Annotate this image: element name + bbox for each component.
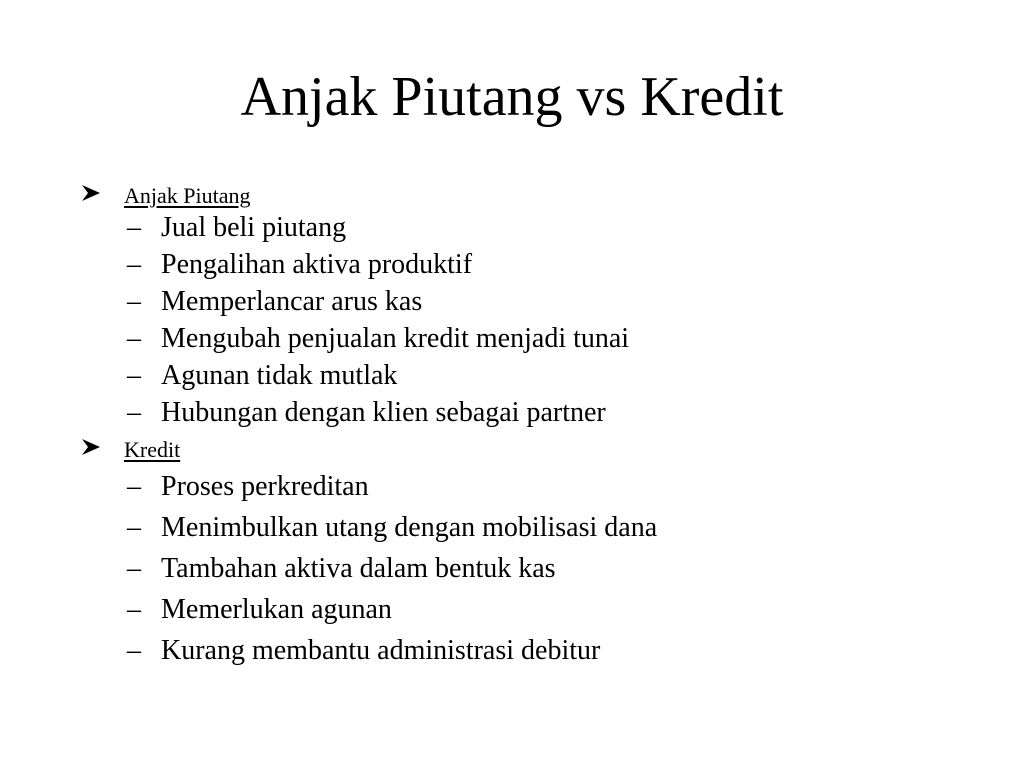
dash-bullet: – (127, 286, 141, 317)
list-item (0, 593, 1024, 634)
list-item-text: Mengubah penjualan kredit menjadi tunai (161, 323, 630, 354)
dash-bullet: – (127, 397, 141, 428)
list-item-text: Kurang membantu administrasi debitur (161, 635, 601, 666)
arrow-bullet-icon (80, 437, 102, 457)
list-item (0, 248, 1024, 285)
dash-bullet: – (127, 512, 141, 543)
dash-bullet: – (127, 360, 141, 391)
list-item-text: Agunan tidak mutlak (161, 360, 398, 391)
list-item-text: Jual beli piutang (161, 212, 347, 243)
list-item (0, 634, 1024, 675)
dash-bullet: – (127, 471, 141, 502)
section-header (0, 437, 1024, 470)
list-item-text: Hubungan dengan klien sebagai partner (161, 397, 606, 428)
dash-bullet: – (127, 635, 141, 666)
list-item (0, 396, 1024, 433)
list-item (0, 211, 1024, 248)
section-anjak-piutang (0, 183, 1024, 433)
list-item-text: Memerlukan agunan (161, 594, 392, 625)
slide-title: Anjak Piutang vs Kredit (240, 66, 784, 128)
list-item-text: Memperlancar arus kas (161, 286, 423, 317)
dash-bullet: – (127, 553, 141, 584)
list-item (0, 359, 1024, 396)
list-item (0, 322, 1024, 359)
section-header (0, 183, 1024, 211)
list-item-text: Proses perkreditan (161, 471, 369, 502)
section-label: Anjak Piutang (124, 183, 251, 208)
section-kredit (0, 437, 1024, 675)
list-item-text: Menimbulkan utang dengan mobilisasi dana (161, 512, 658, 543)
list-item (0, 285, 1024, 322)
list-item (0, 511, 1024, 552)
arrow-bullet-icon (80, 183, 102, 203)
dash-bullet: – (127, 212, 141, 243)
section-label: Kredit (124, 437, 181, 462)
dash-bullet: – (127, 249, 141, 280)
list-item-text: Pengalihan aktiva produktif (161, 249, 473, 280)
dash-bullet: – (127, 323, 141, 354)
list-item (0, 470, 1024, 511)
list-item (0, 552, 1024, 593)
dash-bullet: – (127, 594, 141, 625)
list-item-text: Tambahan aktiva dalam bentuk kas (161, 553, 556, 584)
